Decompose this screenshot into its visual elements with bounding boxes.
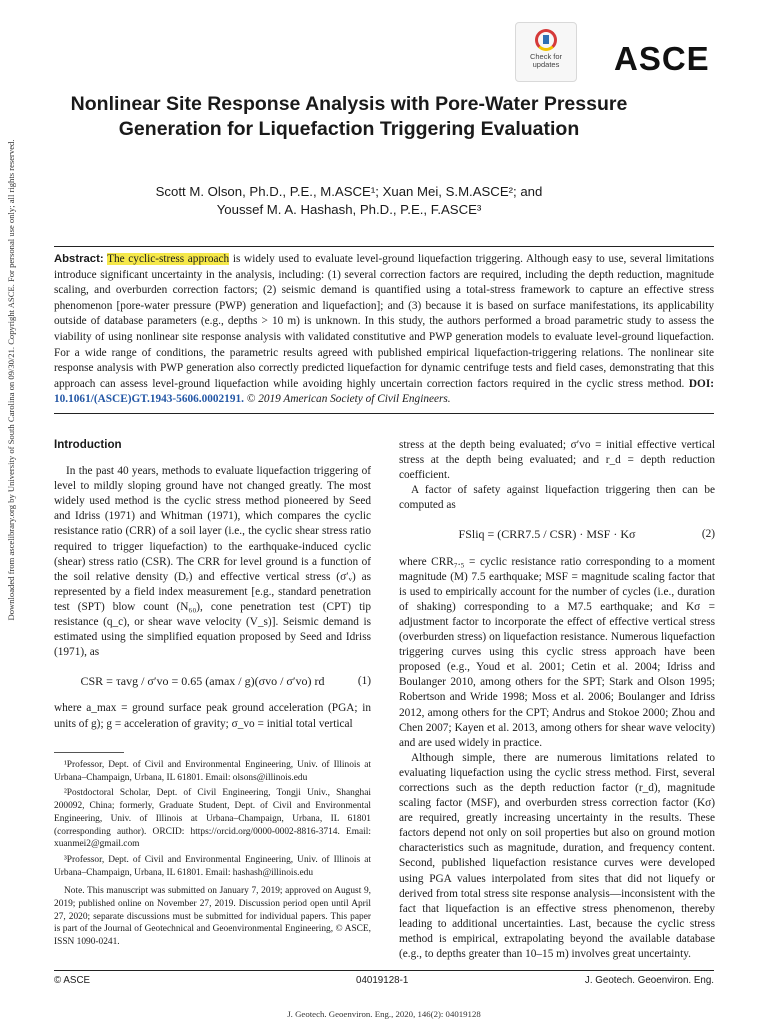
equation-2-number: (2) [701,528,715,541]
intro-paragraph-2: where a_max = ground surface peak ground acceleration (PGA; in units of g); g = acceleration of gravity; σ_vo = initial total vertical [54,702,371,730]
author-list [70,183,628,219]
authors-line-2: Youssef M. A. Hashash, Ph.D., P.E., F.ASCE³ [216,202,482,217]
right-paragraph-3: Although simple, there are numerous limitations related to evaluating liquefaction using the cyclic stress method. First, several corrections such as the depth reduction factor (r_d), magnitude scaling factor (MSF), and overburden stress correction factor (Kσ) are required, greatly increasing uncertainty in the results. These factors depend not only on soil properties but also on ground motion characteristics such as magnitude, duration, and frequency content. Second, published liquefaction resistance curves were developed using PGA values interpolated from sites that did not liquefy or derived from total stress site response analysis—inconsistent with the fact that liquefaction is an effective stress phenomenon, thereby leading to additional uncertainties. Last, because the cyclic stress method is empirical, extrapolating beyond the available database (e.g., to depths greater than 10–15 m) involves great uncertainty. [399,751,715,960]
authors-line-1: Scott M. Olson, Ph.D., P.E., M.ASCE¹; Xuan Mei, S.M.ASCE²; and [155,184,543,199]
equation-1 [54,674,371,689]
footer-page-id: 04019128-1 [356,975,409,986]
equation-1-body: CSR = τavg / σ′vo = 0.65 (amax / g)(σvo / σ′vo) rd [80,674,325,689]
check-for-updates-button[interactable] [515,22,577,82]
section-heading-introduction: Introduction [54,438,122,451]
right-paragraph-0: stress at the depth being evaluated; σ′vo = initial effective vertical stress at the depth being evaluated; and r_d = depth reduction coefficient. [399,439,715,482]
footnote-2: ²Postdoctoral Scholar, Dept. of Civil Engineering, Tongji Univ., Shanghai 200092, China; formerly, Graduate Student, Dept. of Civil and Environmental Engineering, Univ. of Illinois at Urbana–Champaign, Urbana, IL 61801 (corresponding author). ORCID: https://orcid.org/0000-0002-8816-3714. Email: xuanmei2@gmail.com [54,788,371,850]
footnote-separator [54,752,124,753]
footer-left: © ASCE [54,975,91,986]
article-title: Nonlinear Site Response Analysis with Pore-Water Pressure Generation for Liquefaction Triggering Evaluation [70,93,628,140]
equation-2 [399,527,715,542]
left-column [54,434,371,732]
footnote-3: ³Professor, Dept. of Civil and Environmental Engineering, Univ. of Illinois at Urbana–Champaign, Urbana, IL 61801. Email: hashash@illinois.edu [54,854,371,878]
abstract-top-rule [54,246,714,247]
highlighted-text: The cyclic-stress approach [107,253,230,265]
citation-line: J. Geotech. Geoenviron. Eng., 2020, 146(2): 04019128 [287,1009,481,1019]
right-paragraph-1: A factor of safety against liquefaction triggering then can be computed as [399,484,715,512]
abstract [54,252,714,408]
right-column [399,438,715,962]
footer-journal: J. Geotech. Geoenviron. Eng. [584,975,714,986]
footer-rule [54,970,714,971]
doi-label: DOI: [688,377,714,390]
equation-2-body: FSliq = (CRR7.5 / CSR) · MSF · Kσ [458,527,636,542]
download-notice [0,0,22,740]
check-updates-label-2: updates [532,60,560,69]
crossmark-icon [535,29,557,51]
publisher-logo: ASCE [614,40,710,77]
manuscript-note: Note. This manuscript was submitted on January 7, 2019; approved on August 9, 2019; published online on November 27, 2019. Discussion period open until April 27, 2020; separate discussions must be submitted for individual papers. This paper is part of the Journal of Geotechnical and Geoenvironmental Engineering, © ASCE, ISSN 1090-0241. [54,886,371,948]
doi-link[interactable]: 10.1061/(ASCE)GT.1943-5606.0002191. [54,393,244,406]
download-notice-text: Downloaded from ascelibrary.org by University of South Carolina on 09/30/21. Copyright ASCE. For personal use only; all rights reserved. [6,139,16,621]
copyright-notice: © 2019 American Society of Civil Engineers. [246,393,451,406]
check-updates-label-1: Check for [529,52,563,61]
footnotes [54,752,371,952]
intro-paragraph-1: In the past 40 years, methods to evaluate liquefaction triggering of level to mildly sloping ground have not changed greatly. The most widely used method is the cyclic stress method pioneered by Seed and Idriss (1971) and Whitman (1971), which compares the cyclic resistance ratio (CRR) of a soil layer (i.e., the cyclic shear stress ratio required to trigger liquefaction) to the earthquake-induced cyclic (shear) stress ratio (CSR). The CRR for level ground is a function of the soil relative density (Dᵣ) and effective vertical stress (σ′ᵥ) as represented by a field index measurement [e.g., standard penetration test (SPT) blow count (N₆₀), cone penetration test (CPT) tip resistance (q_c), or shear wave velocity (V_s)]. Seismic demand is estimated using the simplified equation proposed by Seed and Idriss (1971), as [54,465,371,659]
abstract-bottom-rule [54,413,714,414]
footnote-1: ¹Professor, Dept. of Civil and Environmental Engineering, Univ. of Illinois at Urbana–Champaign, Urbana, IL 61801. Email: olsons@illinois.edu [54,760,371,783]
equation-1-number: (1) [357,675,371,688]
abstract-label: Abstract: [54,253,104,265]
right-paragraph-2: where CRR₇.₅ = cyclic resistance ratio corresponding to a moment magnitude (M) 7.5 earthquake; MSF = magnitude scaling factor that is used to empirically account for the number of cycles (i.e., duration of shaking) corresponding to a M7.5 earthquake; and Kσ = adjustment factor to incorporate the effect of effective vertical stress (overburden stress) on liquefaction resistance. Numerous liquefaction triggering curves using this cyclic stress approach have been proposed (e.g., Youd et al. 2001; Cetin et al. 2004; Idriss and Boulanger 2010, among others for the SPT; Stark and Olson 1995; Robertson and Wride 1998; Moss et al. 2006; Boulanger and Idriss 2012, among others for the CPT; Andrus and Stokoe 2000; Zhou and Chen 2007; Kayen et al. 2013, among others for shear wave velocity) and are used widely in practice. [399,555,715,749]
abstract-text: is widely used to evaluate level-ground liquefaction triggering. Although easy to use, several limitations introduce significant uncertainty in the analysis, including: (1) several correction factors are required, including the depth reduction, magnitude scaling, and overburden correction factors; (2) seismic demand is quantified using a total-stress framework to capture an effective stress phenomenon [pore-water pressure (PWP) generation and liquefaction]; and (3) because it is based on surface manifestations, its applicability outside of database parameters (e.g., depths > 10 m) is unknown. In this study, the authors performed a broad parametric study to assess the viability of using nonlinear site response analysis with validated constitutive and PWP generation models to evaluate level-ground liquefaction. For a wide range of conditions, the parametric results agreed with published empirical liquefaction-triggering relations. The nonlinear site response analysis with PWP generation also correctly predicted liquefaction for dynamic centrifuge tests and field cases, demonstrating that this approach can assess level-ground liquefaction while avoiding highly uncertain correction factors required in the cyclic stress method. [54,253,714,390]
